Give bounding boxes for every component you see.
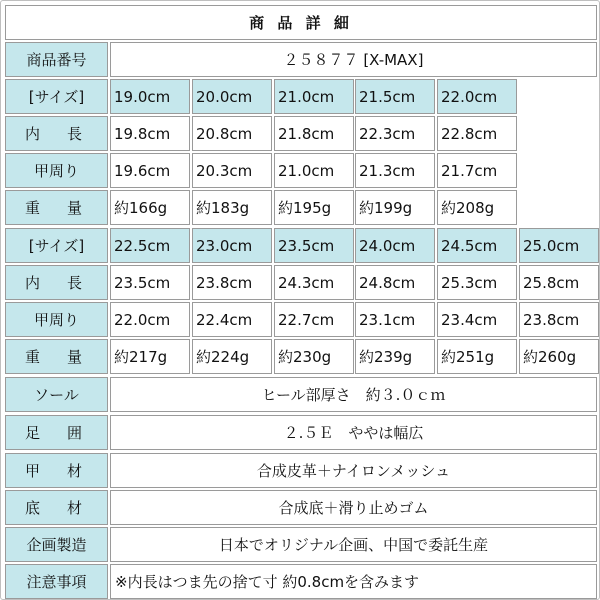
size-cell: 23.5cm xyxy=(274,228,354,263)
inner-length-cell: 19.8cm xyxy=(110,116,190,151)
weight-cell: 約239g xyxy=(355,339,435,374)
detail-label: ソール xyxy=(5,377,108,412)
instep-girth-cell: 19.6cm xyxy=(110,153,190,188)
inner-length-cell: 23.8cm xyxy=(192,265,272,300)
weight-cell: 約224g xyxy=(192,339,272,374)
size-cell: 19.0cm xyxy=(110,79,190,114)
instep-girth-cell: 20.3cm xyxy=(192,153,272,188)
instep-girth-cell: 22.7cm xyxy=(274,302,354,337)
inner-length-cell: 22.8cm xyxy=(437,116,517,151)
inner-length-cell: 22.3cm xyxy=(355,116,435,151)
size-cell: 22.0cm xyxy=(437,79,517,114)
inner-length-cell: 23.5cm xyxy=(110,265,190,300)
size-cell: 25.0cm xyxy=(519,228,599,263)
instep-girth-cell: 23.1cm xyxy=(355,302,435,337)
weight-cell: 約260g xyxy=(519,339,599,374)
instep-girth-cell: 21.0cm xyxy=(274,153,354,188)
weight-cell: 約199g xyxy=(355,190,435,225)
size-cell: 22.5cm xyxy=(110,228,190,263)
weight-cell: 約251g xyxy=(437,339,517,374)
detail-label: 企画製造 xyxy=(5,527,108,562)
weight-cell: 約208g xyxy=(437,190,517,225)
instep-girth-cell: 21.7cm xyxy=(437,153,517,188)
weight-cell: 約217g xyxy=(110,339,190,374)
weight-cell: 約230g xyxy=(274,339,354,374)
detail-value: ※内長はつま先の捨て寸 約0.8cmを含みます xyxy=(110,564,597,599)
inner-length-cell: 25.8cm xyxy=(519,265,599,300)
detail-label: 甲 材 xyxy=(5,453,108,488)
size-cell: 23.0cm xyxy=(192,228,272,263)
weight-label: 重 量 xyxy=(5,339,108,374)
inner-length-cell: 24.8cm xyxy=(355,265,435,300)
instep-girth-label: 甲周り xyxy=(5,302,108,337)
detail-label: 注意事項 xyxy=(5,564,108,599)
size-label: [サイズ] xyxy=(5,228,108,263)
weight-cell: 約183g xyxy=(192,190,272,225)
size-cell: 21.5cm xyxy=(355,79,435,114)
size-label: [サイズ] xyxy=(5,79,108,114)
product-no-label: 商品番号 xyxy=(5,42,108,77)
instep-girth-cell: 23.4cm xyxy=(437,302,517,337)
detail-label: 底 材 xyxy=(5,490,108,525)
instep-girth-label: 甲周り xyxy=(5,153,108,188)
product-no-value: ２５８７７ [X-MAX] xyxy=(110,42,597,77)
size-cell: 21.0cm xyxy=(274,79,354,114)
detail-value: 合成皮革＋ナイロンメッシュ xyxy=(110,453,597,488)
detail-value: ヒール部厚さ 約３.０ｃｍ xyxy=(110,377,597,412)
weight-cell: 約166g xyxy=(110,190,190,225)
inner-length-cell: 25.3cm xyxy=(437,265,517,300)
weight-cell: 約195g xyxy=(274,190,354,225)
instep-girth-cell: 22.4cm xyxy=(192,302,272,337)
detail-value: 日本でオリジナル企画、中国で委託生産 xyxy=(110,527,597,562)
table-title: 商 品 詳 細 xyxy=(5,5,597,40)
detail-label: 足 囲 xyxy=(5,415,108,450)
size-cell: 20.0cm xyxy=(192,79,272,114)
instep-girth-cell: 22.0cm xyxy=(110,302,190,337)
instep-girth-cell: 21.3cm xyxy=(355,153,435,188)
detail-value: 合成底＋滑り止めゴム xyxy=(110,490,597,525)
inner-length-label: 内 長 xyxy=(5,265,108,300)
weight-label: 重 量 xyxy=(5,190,108,225)
inner-length-cell: 21.8cm xyxy=(274,116,354,151)
instep-girth-cell: 23.8cm xyxy=(519,302,599,337)
detail-value: ２.５Ｅ ややは幅広 xyxy=(110,415,597,450)
inner-length-cell: 24.3cm xyxy=(274,265,354,300)
inner-length-cell: 20.8cm xyxy=(192,116,272,151)
size-cell: 24.5cm xyxy=(437,228,517,263)
inner-length-label: 内 長 xyxy=(5,116,108,151)
size-cell: 24.0cm xyxy=(355,228,435,263)
